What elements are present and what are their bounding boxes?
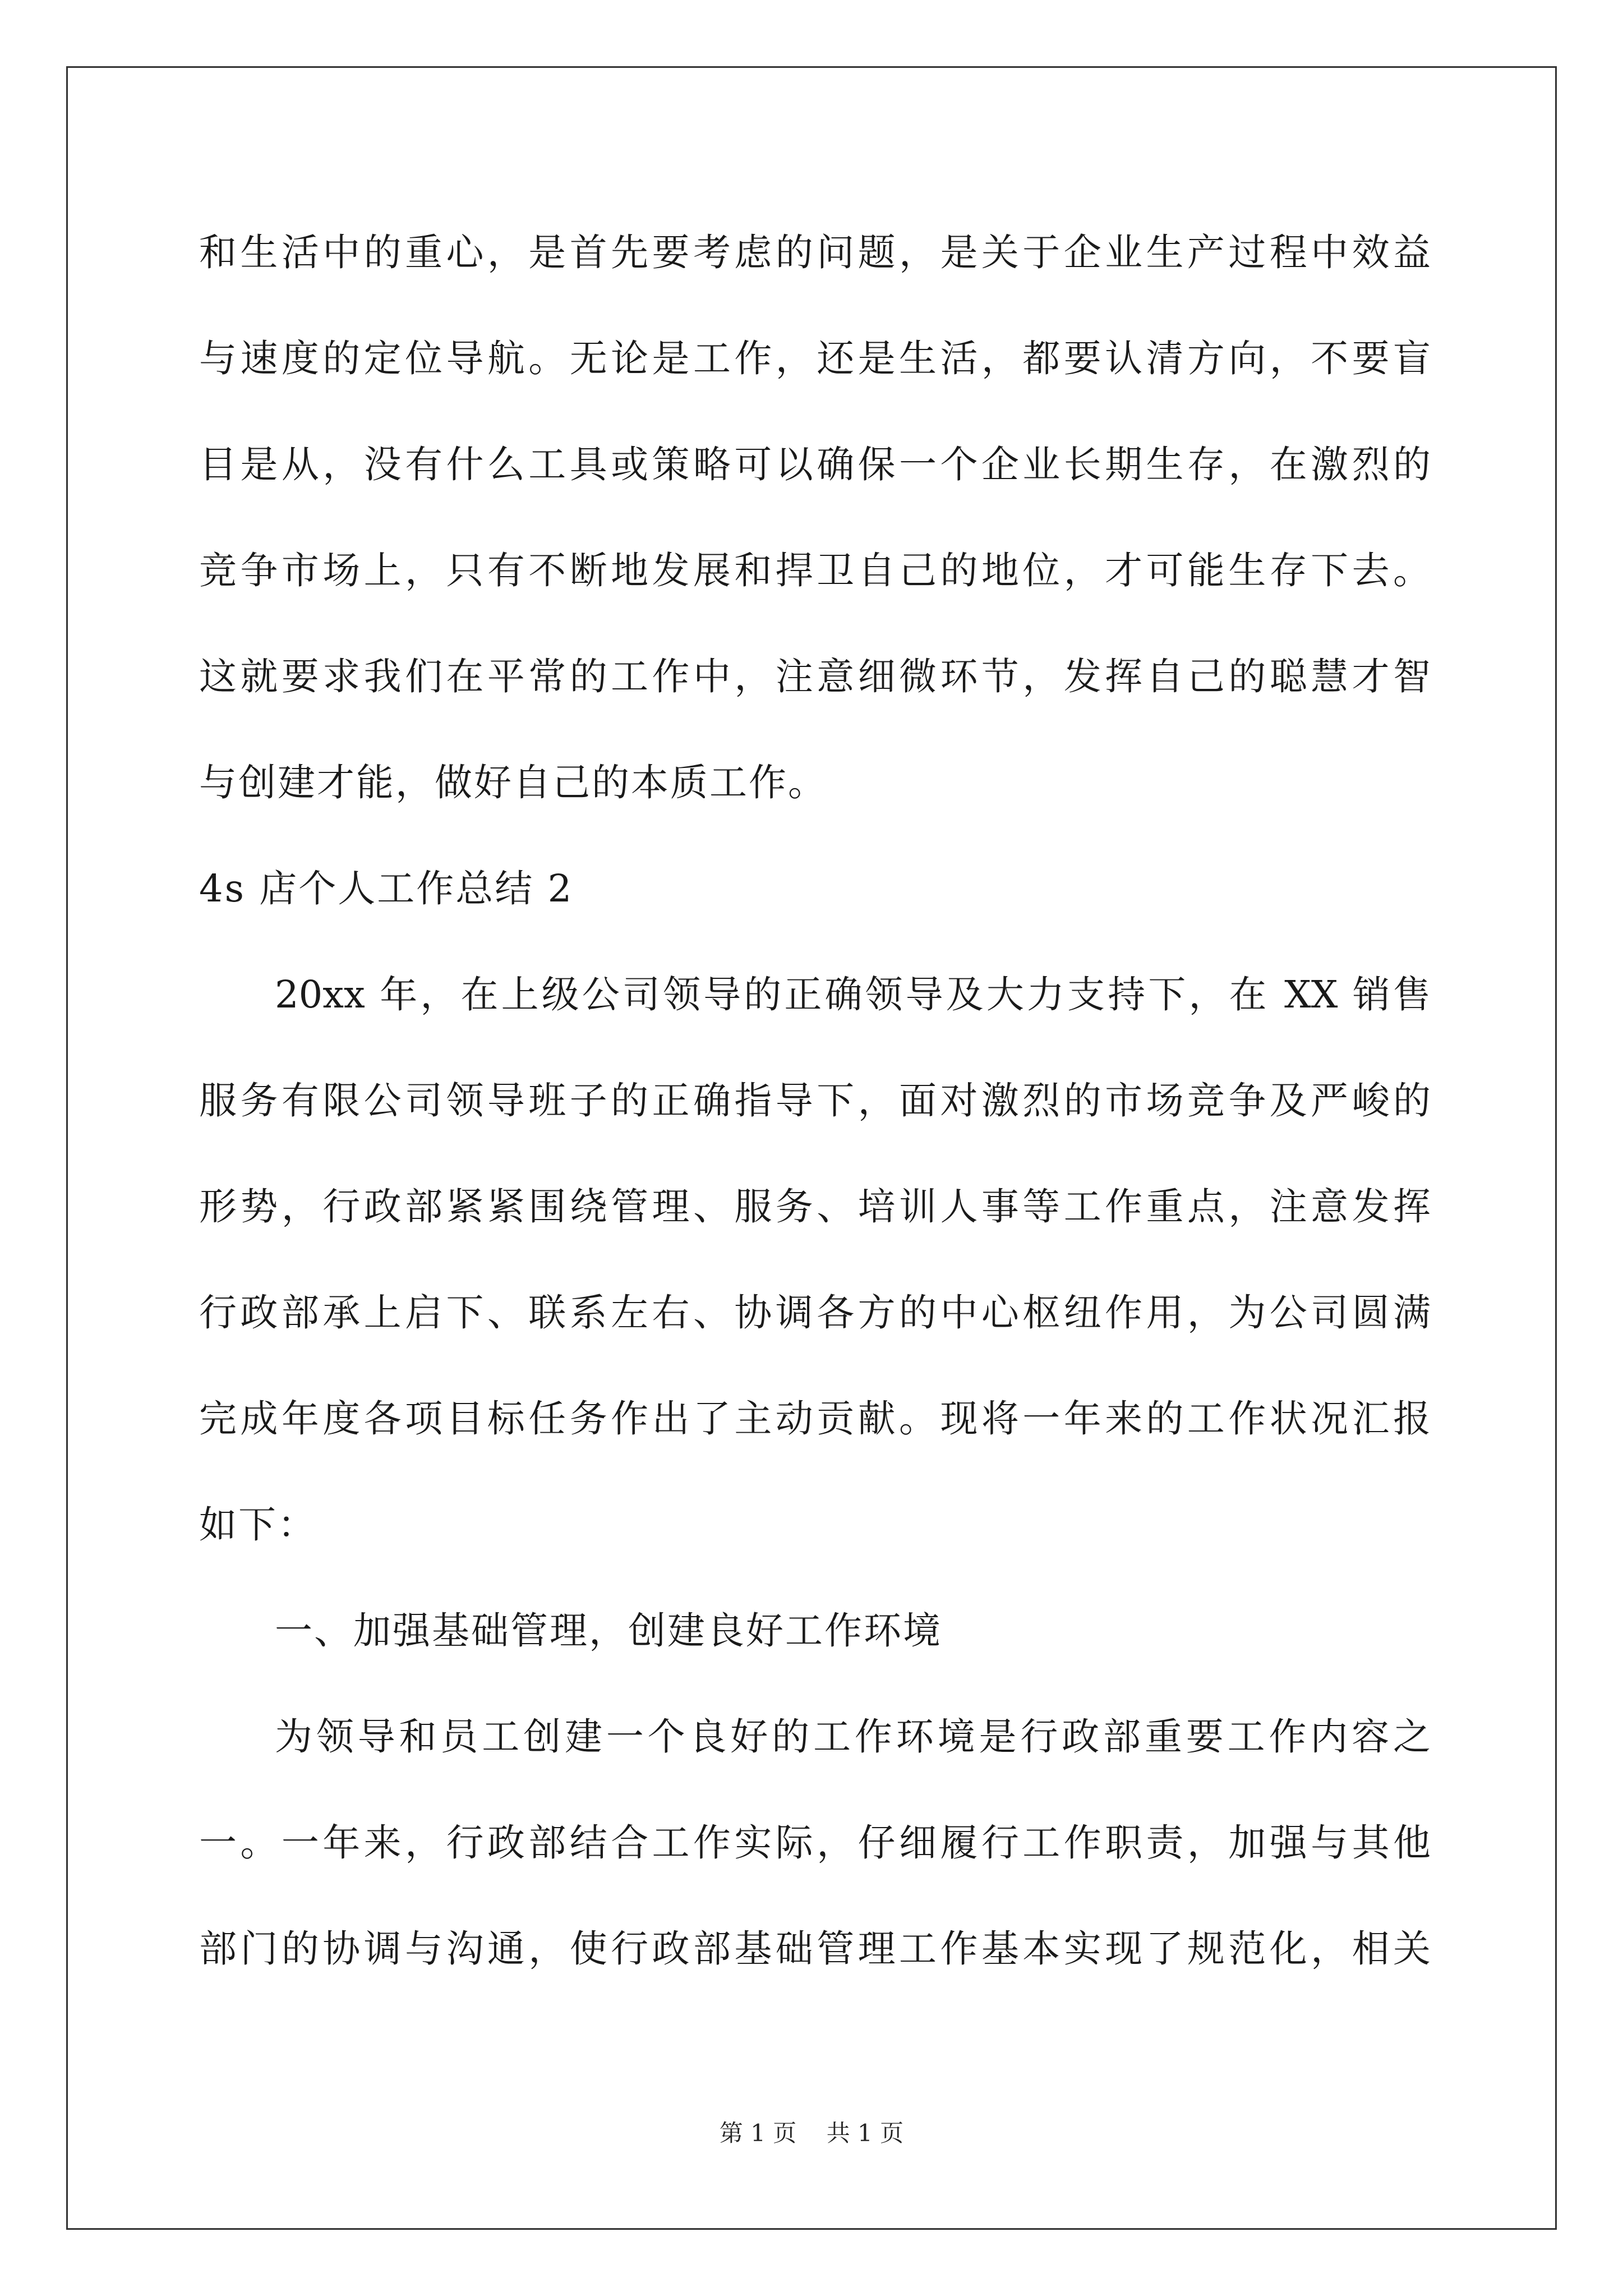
body-line-10: 形势，行政部紧紧围绕管理、服务、培训人事等工作重点，注意发挥 [199,1185,1431,1228]
body-line-12: 完成年度各项目标任务作出了主动贡献。现将一年来的工作状况汇报 [199,1397,1431,1441]
page-border [66,66,1557,2230]
body-line-17: 部门的协调与沟通，使行政部基础管理工作基本实现了规范化，相关 [199,1927,1431,1971]
subsection-heading: 一、加强基础管理，创建良好工作环境 [275,1609,942,1653]
body-line-16: 一。一年来，行政部结合工作实际，仔细履行工作职责，加强与其他 [199,1821,1431,1865]
body-line-6: 与创建才能，做好自己的本质工作。 [199,761,827,804]
body-line-9: 服务有限公司领导班子的正确指导下，面对激烈的市场竞争及严峻的 [199,1079,1431,1122]
body-line-8: 20xx 年，在上级公司领导的正确领导及大力支持下，在 XX 销售 [275,973,1431,1016]
body-line-13: 如下： [199,1503,317,1547]
page-number-footer: 第 1 页 共 1 页 [719,2119,904,2147]
body-line-3: 目是从，没有什么工具或策略可以确保一个企业长期生存，在激烈的 [199,443,1431,486]
body-line-2: 与速度的定位导航。无论是工作，还是生活，都要认清方向，不要盲 [199,337,1431,380]
body-line-5: 这就要求我们在平常的工作中，注意细微环节，发挥自己的聪慧才智 [199,655,1431,698]
body-line-1: 和生活中的重心，是首先要考虑的问题，是关于企业生产过程中效益 [199,231,1431,274]
body-line-4: 竞争市场上，只有不断地发展和捍卫自己的地位，才可能生存下去。 [199,549,1431,592]
body-line-15: 为领导和员工创建一个良好的工作环境是行政部重要工作内容之 [275,1715,1431,1759]
body-line-11: 行政部承上启下、联系左右、协调各方的中心枢纽作用，为公司圆满 [199,1291,1431,1335]
section-heading: 4s 店个人工作总结 2 [199,867,574,910]
